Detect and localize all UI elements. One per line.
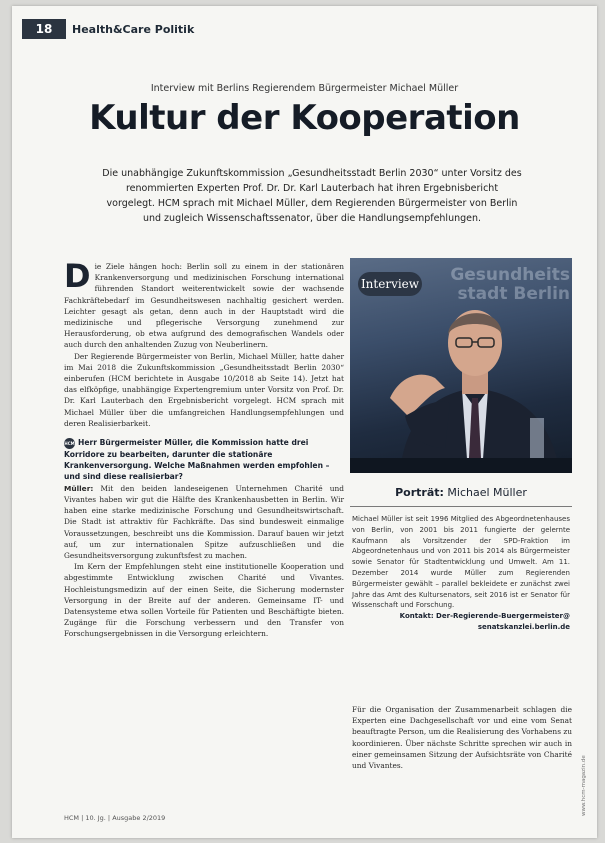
answer-paragraph: Im Kern der Empfehlungen steht eine institutionelle Kooperation und abgestimmte Entwicklung zwischen Charité und Vivantes. Hochleistungsmedizin auf der einen Seite, die Sicherung modernster Versorgung in der Breite auf der anderen. Gemeinsame IT- und Datensysteme etwa sollen Vorteile für Patienten und Beschäftigte bieten. Zugänge für die Forschung verbessern und den Transfer von Forschungsergebnissen in die Versorgung erleichtern. [64,562,344,639]
interview-tag: Interview [358,272,422,296]
portrait-box [352,514,570,633]
body-paragraph: Die Ziele hängen hoch: Berlin soll zu einem in der stationären Krankenversorgung und medizinischen Forschung international führenden Standort weiterentwickelt sowie der wachsende Fachkräftebedarf im Gesundheitswesen nachhaltig gesichert werden. Leichter gesagt als getan, denn auch in der Hauptstadt wird die medizinische und pflegerische Versorgung zunehmend zur Herausforderung, ob etwa aufgrund des demografischen Wandels oder auch durch den anhaltenden Zuzug von Neuberlinern. [64,257,344,350]
magazine-page [12,6,597,838]
interview-question: HCM Herr Bürgermeister Müller, die Kommission hatte drei Korridore zu bearbeiten, darunter die stationäre Krankenversorgung. Welche Maßnahmen werden empfohlen – und sind diese realisierbar? [64,438,330,482]
interview-photo [350,258,572,473]
portrait-text: Michael Müller ist seit 1996 Mitglied des Abgeordnetenhauses von Berlin, von 2001 bis 2011 fungierte der gelernte Kaufmann als Vorsitzender der SPD-Fraktion im Abgeordnetenhaus und von 2011 bis 2014 als Bürgermeister sowie Senator für Stadtentwicklung und Umwelt. Am 11. Dezember 2014 wurde Müller zum Regierenden Bürgermeister gewählt – parallel bekleidete er zunächst zwei Jahre das Amt des Kultursenators, seit 2016 ist er Senator für Wissenschaft und Forschung. [352,515,570,610]
article-lead: Die unabhängige Zukunftskommission „Gesundheitsstadt Berlin 2030“ unter Vorsitz des renommierten Experten Prof. Dr. Dr. Karl Lauterbach hat ihren Ergebnisbericht vorgelegt. HCM sprach mit Michael Müller, dem Regierenden Bürgermeister von Berlin und zugleich Wissenschaftssenator, über die Handlungsempfehlungen. [102,168,522,224]
article-body-left [64,257,344,640]
answer-speaker: Müller: [64,483,94,493]
article-body-right [352,704,572,771]
photo-background-text: Gesundheits stadt Berlin [450,265,570,304]
hcm-badge-icon: HCM [64,438,75,449]
portrait-heading: Porträt: Michael Müller [395,486,527,499]
page-number: 18 [22,19,66,39]
answer-paragraph: Müller: Mit den beiden landeseigenen Unternehmen Charité und Vivantes haben wir gut die Hälfte des Krankenhausbetten in Berlin. Wir haben eine starke medizinische Forschung und Gesundheitswirtschaft. Die Stadt ist attraktiv für Fachkräfte. Das sind bundesweit einmalige Voraussetzungen, beschreibt uns die Kommission. Darauf bauen wir jetzt auf, um zur internationalen Spitze aufzuschließen und die Gesundheitsversorgung zukunftsfest zu machen. [64,483,344,560]
sidebar-credit: www.hcm-magazin.de [581,755,587,816]
body-paragraph: Der Regierende Bürgermeister von Berlin, Michael Müller, hatte daher im Mai 2018 die Zukunftskommission „Gesundheitsstadt Berlin 2030“ einberufen (HCM berichtete in Ausgabe 10/2018 ab Seite 14). Jetzt hat das elfköpfige, unabhängige Expertengremium unter Vorsitz von Prof. Dr. Dr. Karl Lauterbach den Ergebnisbericht vorgelegt. HCM sprach mit Michael Müller über die umfangreichen Handlungsempfehlungen und deren Realisierbarkeit. [64,351,344,428]
article-title: Kultur der Kooperation [89,98,520,138]
page-folio: HCM | 10. Jg. | Ausgabe 2/2019 [64,814,166,822]
divider [350,506,572,507]
answer-paragraph: Für die Organisation der Zusammenarbeit schlagen die Experten eine Dachgesellschaft vor und eine vom Senat beauftragte Person, um die Realisierung des Vorhabens zu koordinieren. Über nächste Schritte sprechen wir auch in einer gemeinsamen Sitzung der Aufsichtsräte von Charité und Vivantes. [352,705,572,771]
dropcap: D [64,257,91,295]
page-header [22,18,194,40]
article-kicker: Interview mit Berlins Regierendem Bürgermeister Michael Müller [150,83,459,94]
portrait-contact: Kontakt: Der-Regierende-Buergermeister@ senatskanzlei.berlin.de [399,612,570,631]
section-label: Health&Care Politik [72,22,195,36]
